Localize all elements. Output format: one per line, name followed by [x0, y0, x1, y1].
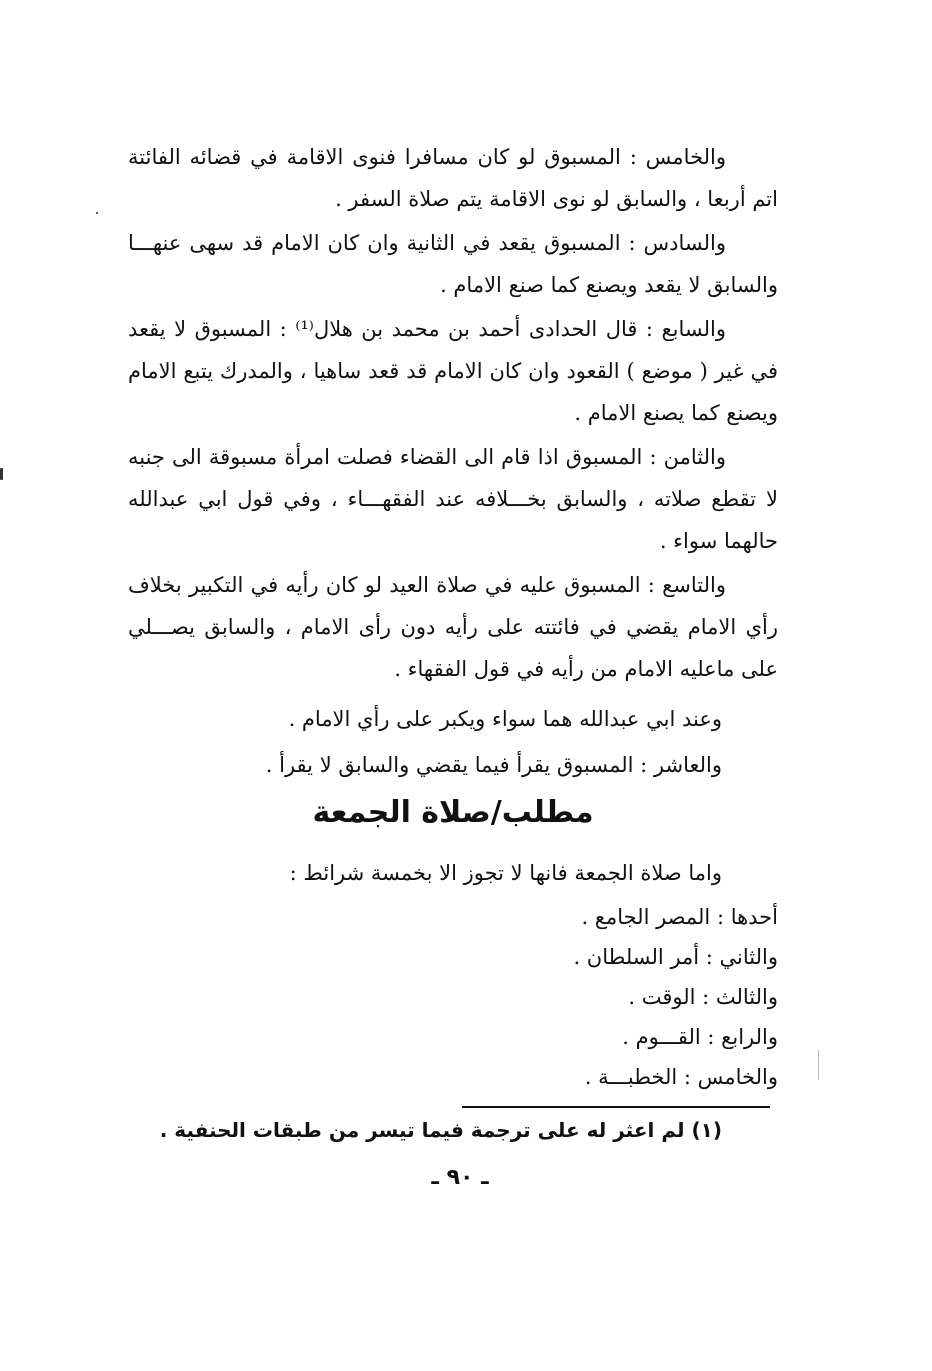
paragraph-sixth: والسادس : المسبوق يقعد في الثانية وان كان الامام قد سهى عنهـــا والسابق لا يقعد ويصنع كما صنع الامام . [128, 231, 778, 297]
page-number: ـ ٩٠ ـ [431, 1165, 489, 1190]
paragraph-seventh: والسابع : قال الحدادى أحمد بن محمد بن هلال⁽¹⁾ : المسبوق لا يقعد في غير ( موضع ) القعود وان كان الامام قد قعد ساهيا ، والمدرك يتبع الامام ويصنع كما يصنع الامام . [128, 317, 778, 425]
paragraph-ninth: والتاسع : المسبوق عليه في صلاة العيد لو كان رأيه في التكبير بخلاف رأي الامام يقضي في فائتته على رأيه دون رأى الامام ، والسابق يصـــلي على ماعليه الامام من رأيه في قول الفقهاء . [128, 573, 778, 681]
line-tenth: والعاشر : المسبوق يقرأ فيما يقضي والسابق لا يقرأ . [265, 753, 722, 777]
condition-third: والثالث : الوقت . [628, 985, 778, 1009]
condition-fourth: والرابع : القـــوم . [622, 1025, 778, 1049]
condition-fifth: والخامس : الخطبـــة . [584, 1065, 778, 1089]
paragraph-eighth: والثامن : المسبوق اذا قام الى القضاء فصلت امرأة مسبوقة الى جنبه لا تقطع صلاته ، والسابق بخـــلافه عند الفقهـــاء ، وفي قول ابي عبدالله حالهما سواء . [128, 445, 778, 553]
main-text [128, 136, 778, 690]
friday-intro: واما صلاة الجمعة فانها لا تجوز الا بخمسة شرائط : [289, 861, 722, 885]
line-abi-abdallah: وعند ابي عبدالله هما سواء ويكبر على رأي الامام . [288, 707, 722, 731]
scan-speck [96, 212, 98, 214]
scan-speck [0, 468, 3, 480]
footnote-rule [462, 1106, 770, 1108]
condition-second: والثاني : أمر السلطان . [573, 945, 778, 969]
scan-speck [818, 1050, 819, 1080]
footnote: (١) لم اعثر له على ترجمة فيما تيسر من طبقات الحنفية . [159, 1118, 722, 1142]
condition-first: أحدها : المصر الجامع . [581, 905, 778, 929]
paragraph-fifth: والخامس : المسبوق لو كان مسافرا فنوى الاقامة في قضائه الفائتة اتم أربعا ، والسابق لو نوى الاقامة يتم صلاة السفر . [128, 145, 778, 211]
section-heading: مطلب/صلاة الجمعة [312, 795, 594, 830]
